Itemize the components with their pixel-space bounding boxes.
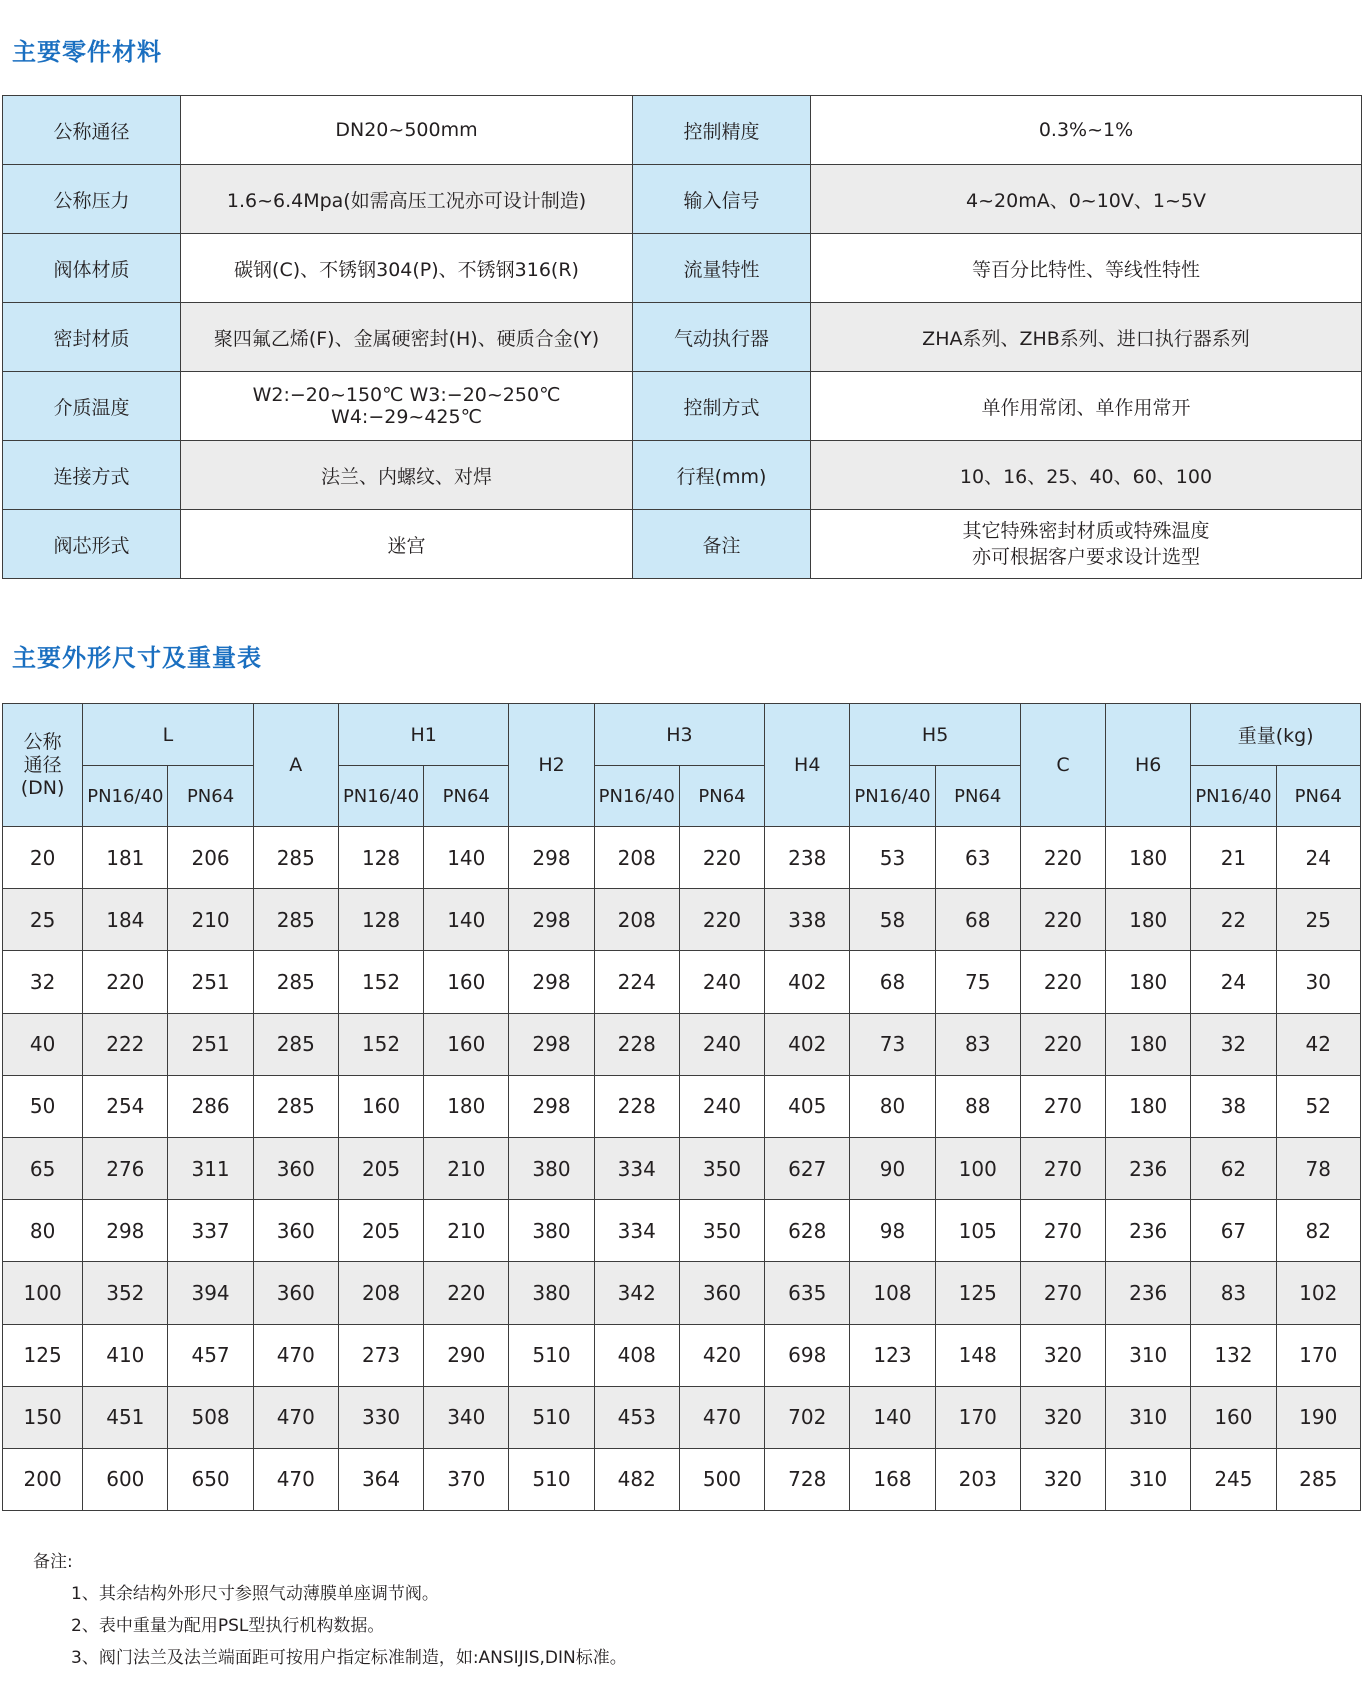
table-cell: 360 xyxy=(679,1262,764,1324)
table-cell: 270 xyxy=(1020,1137,1105,1199)
table-cell: 337 xyxy=(168,1200,253,1262)
table-cell: 32 xyxy=(1191,1013,1276,1075)
header-L: L xyxy=(83,704,253,766)
spec-row xyxy=(3,303,1362,372)
header-H1: H1 xyxy=(338,704,508,766)
table-cell: 222 xyxy=(83,1013,168,1075)
table-cell: 380 xyxy=(509,1137,594,1199)
spec-key: 控制方式 xyxy=(633,372,811,441)
table-cell: 180 xyxy=(1106,889,1191,951)
spec-value: DN20~500mm xyxy=(181,96,633,165)
table-cell: 330 xyxy=(338,1386,423,1448)
header-dn-line: 公称 xyxy=(23,730,62,753)
table-cell: 220 xyxy=(679,889,764,951)
table-cell: 453 xyxy=(594,1386,679,1448)
spec-key: 介质温度 xyxy=(3,372,181,441)
table-cell: 125 xyxy=(3,1324,83,1386)
table-cell: 21 xyxy=(1191,827,1276,889)
table-cell: 180 xyxy=(424,1075,509,1137)
table-cell: 128 xyxy=(338,827,423,889)
table-cell: 470 xyxy=(679,1386,764,1448)
table-cell: 220 xyxy=(424,1262,509,1324)
table-cell: 245 xyxy=(1191,1448,1276,1510)
table-cell: 24 xyxy=(1191,951,1276,1013)
spec-value: 1.6~6.4Mpa(如需高压工况亦可设计制造) xyxy=(181,165,633,234)
table-cell: 482 xyxy=(594,1448,679,1510)
table-cell: 350 xyxy=(679,1137,764,1199)
table-cell: 160 xyxy=(424,1013,509,1075)
table-cell: 67 xyxy=(1191,1200,1276,1262)
table-cell: 22 xyxy=(1191,889,1276,951)
table-row xyxy=(3,1137,1361,1199)
table-cell: 82 xyxy=(1276,1200,1360,1262)
notes-heading: 备注: xyxy=(33,1552,73,1572)
spec-remark-line: 亦可根据客户要求设计选型 xyxy=(971,546,1200,568)
table-cell: 100 xyxy=(935,1137,1020,1199)
table-cell: 53 xyxy=(850,827,935,889)
table-cell: 228 xyxy=(594,1075,679,1137)
table-cell: 160 xyxy=(1191,1386,1276,1448)
table-cell: 80 xyxy=(3,1200,83,1262)
table-cell: 210 xyxy=(424,1137,509,1199)
table-cell: 75 xyxy=(935,951,1020,1013)
table-row xyxy=(3,951,1361,1013)
table-cell: 270 xyxy=(1020,1075,1105,1137)
table-cell: 380 xyxy=(509,1262,594,1324)
table-cell: 180 xyxy=(1106,1075,1191,1137)
table-cell: 510 xyxy=(509,1448,594,1510)
table-cell: 320 xyxy=(1020,1448,1105,1510)
table-cell: 394 xyxy=(168,1262,253,1324)
table-cell: 38 xyxy=(1191,1075,1276,1137)
table-cell: 140 xyxy=(424,889,509,951)
table-cell: 160 xyxy=(338,1075,423,1137)
spec-value: 10、16、25、40、60、100 xyxy=(811,441,1362,510)
header-pn16-40: PN16/40 xyxy=(1191,766,1276,827)
table-cell: 380 xyxy=(509,1200,594,1262)
spec-value: 迷宫 xyxy=(181,510,633,579)
table-cell: 342 xyxy=(594,1262,679,1324)
spec-value: ZHA系列、ZHB系列、进口执行器系列 xyxy=(811,303,1362,372)
table-cell: 310 xyxy=(1106,1386,1191,1448)
table-cell: 180 xyxy=(1106,951,1191,1013)
note-item: 3、阀门法兰及法兰端面距可按用户指定标准制造，如:ANSIJIS,DIN标准。 xyxy=(71,1648,627,1668)
spec-value: 等百分比特性、等线性特性 xyxy=(811,234,1362,303)
table-cell: 270 xyxy=(1020,1262,1105,1324)
table-cell: 184 xyxy=(83,889,168,951)
table-cell: 276 xyxy=(83,1137,168,1199)
table-cell: 63 xyxy=(935,827,1020,889)
table-cell: 160 xyxy=(424,951,509,1013)
table-cell: 73 xyxy=(850,1013,935,1075)
spec-value: 聚四氟乙烯(F)、金属硬密封(H)、硬质合金(Y) xyxy=(181,303,633,372)
table-cell: 408 xyxy=(594,1324,679,1386)
header-H6: H6 xyxy=(1106,704,1191,827)
table-cell: 273 xyxy=(338,1324,423,1386)
table-cell: 270 xyxy=(1020,1200,1105,1262)
table-cell: 340 xyxy=(424,1386,509,1448)
table-cell: 180 xyxy=(1106,827,1191,889)
table-cell: 205 xyxy=(338,1137,423,1199)
spec-value: 4~20mA、0~10V、1~5V xyxy=(811,165,1362,234)
note-item: 1、其余结构外形尺寸参照气动薄膜单座调节阀。 xyxy=(71,1584,439,1604)
table-cell: 42 xyxy=(1276,1013,1360,1075)
table-cell: 352 xyxy=(83,1262,168,1324)
spec-key: 流量特性 xyxy=(633,234,811,303)
table-cell: 30 xyxy=(1276,951,1360,1013)
dimensions-weight-table xyxy=(2,703,1361,1511)
table-cell: 220 xyxy=(83,951,168,1013)
table-cell: 208 xyxy=(594,889,679,951)
table-cell: 510 xyxy=(509,1324,594,1386)
table-cell: 360 xyxy=(253,1262,338,1324)
table-cell: 240 xyxy=(679,1075,764,1137)
table-cell: 181 xyxy=(83,827,168,889)
header-dn-line: 通径 xyxy=(23,753,62,776)
spec-value: 碳钢(C)、不锈钢304(P)、不锈钢316(R) xyxy=(181,234,633,303)
table-cell: 220 xyxy=(1020,889,1105,951)
table-cell: 350 xyxy=(679,1200,764,1262)
table-cell: 290 xyxy=(424,1324,509,1386)
table-cell: 24 xyxy=(1276,827,1360,889)
spec-key: 备注 xyxy=(633,510,811,579)
table-cell: 25 xyxy=(3,889,83,951)
header-C: C xyxy=(1020,704,1105,827)
table-cell: 140 xyxy=(850,1386,935,1448)
table-cell: 500 xyxy=(679,1448,764,1510)
table-cell: 220 xyxy=(1020,1013,1105,1075)
table-cell: 320 xyxy=(1020,1324,1105,1386)
table-cell: 635 xyxy=(765,1262,850,1324)
table-cell: 698 xyxy=(765,1324,850,1386)
table-cell: 65 xyxy=(3,1137,83,1199)
table-cell: 285 xyxy=(253,1013,338,1075)
table-cell: 78 xyxy=(1276,1137,1360,1199)
table-cell: 285 xyxy=(253,1075,338,1137)
table-cell: 224 xyxy=(594,951,679,1013)
header-pn64: PN64 xyxy=(168,766,253,827)
table-cell: 420 xyxy=(679,1324,764,1386)
table-cell: 236 xyxy=(1106,1200,1191,1262)
table-cell: 58 xyxy=(850,889,935,951)
spec-row xyxy=(3,372,1362,441)
table-cell: 311 xyxy=(168,1137,253,1199)
spec-key: 输入信号 xyxy=(633,165,811,234)
table-cell: 228 xyxy=(594,1013,679,1075)
spec-key: 连接方式 xyxy=(3,441,181,510)
table-cell: 627 xyxy=(765,1137,850,1199)
table-cell: 298 xyxy=(509,951,594,1013)
table-cell: 510 xyxy=(509,1386,594,1448)
table-cell: 402 xyxy=(765,951,850,1013)
spec-key: 阀芯形式 xyxy=(3,510,181,579)
table-cell: 298 xyxy=(83,1200,168,1262)
spec-key: 公称通径 xyxy=(3,96,181,165)
table-cell: 370 xyxy=(424,1448,509,1510)
table-cell: 451 xyxy=(83,1386,168,1448)
table-cell: 170 xyxy=(1276,1324,1360,1386)
table-cell: 286 xyxy=(168,1075,253,1137)
header-pn64: PN64 xyxy=(679,766,764,827)
table-cell: 105 xyxy=(935,1200,1020,1262)
header-pn16-40: PN16/40 xyxy=(338,766,423,827)
table-cell: 140 xyxy=(424,827,509,889)
table-cell: 152 xyxy=(338,1013,423,1075)
header-A: A xyxy=(253,704,338,827)
table-cell: 650 xyxy=(168,1448,253,1510)
table-cell: 338 xyxy=(765,889,850,951)
table-cell: 220 xyxy=(679,827,764,889)
header-H5: H5 xyxy=(850,704,1020,766)
spec-value: W2:−20~150℃ W3:−20~250℃ W4:−29~425℃ xyxy=(181,372,633,441)
table-cell: 334 xyxy=(594,1137,679,1199)
spec-remark xyxy=(811,510,1362,579)
table-cell: 206 xyxy=(168,827,253,889)
table-row xyxy=(3,1386,1361,1448)
table-cell: 457 xyxy=(168,1324,253,1386)
dims-body xyxy=(3,827,1361,1511)
table-cell: 80 xyxy=(850,1075,935,1137)
table-cell: 470 xyxy=(253,1324,338,1386)
table-cell: 410 xyxy=(83,1324,168,1386)
table-cell: 364 xyxy=(338,1448,423,1510)
header-pn64: PN64 xyxy=(935,766,1020,827)
spec-row xyxy=(3,441,1362,510)
table-cell: 210 xyxy=(424,1200,509,1262)
table-cell: 170 xyxy=(935,1386,1020,1448)
header-H3: H3 xyxy=(594,704,764,766)
table-cell: 32 xyxy=(3,951,83,1013)
table-cell: 298 xyxy=(509,1013,594,1075)
table-cell: 68 xyxy=(850,951,935,1013)
table-cell: 508 xyxy=(168,1386,253,1448)
table-cell: 220 xyxy=(1020,951,1105,1013)
note-item: 2、表中重量为配用PSL型执行机构数据。 xyxy=(71,1616,385,1636)
spec-row xyxy=(3,165,1362,234)
table-cell: 88 xyxy=(935,1075,1020,1137)
table-cell: 128 xyxy=(338,889,423,951)
table-cell: 62 xyxy=(1191,1137,1276,1199)
table-cell: 100 xyxy=(3,1262,83,1324)
table-cell: 251 xyxy=(168,1013,253,1075)
spec-row xyxy=(3,234,1362,303)
table-cell: 402 xyxy=(765,1013,850,1075)
table-row xyxy=(3,1075,1361,1137)
table-cell: 50 xyxy=(3,1075,83,1137)
materials-spec-table xyxy=(2,95,1362,579)
table-cell: 25 xyxy=(1276,889,1360,951)
table-cell: 240 xyxy=(679,951,764,1013)
spec-remark-line: 其它特殊密封材质或特殊温度 xyxy=(962,520,1210,542)
table-cell: 285 xyxy=(253,951,338,1013)
table-cell: 220 xyxy=(1020,827,1105,889)
table-cell: 52 xyxy=(1276,1075,1360,1137)
table-cell: 298 xyxy=(509,1075,594,1137)
table-cell: 125 xyxy=(935,1262,1020,1324)
table-row xyxy=(3,1324,1361,1386)
table-cell: 236 xyxy=(1106,1137,1191,1199)
table-cell: 208 xyxy=(338,1262,423,1324)
table-cell: 310 xyxy=(1106,1448,1191,1510)
spec-key: 公称压力 xyxy=(3,165,181,234)
table-cell: 20 xyxy=(3,827,83,889)
table-row xyxy=(3,889,1361,951)
header-pn64: PN64 xyxy=(1276,766,1360,827)
section-title-dimensions: 主要外形尺寸及重量表 xyxy=(12,644,262,672)
table-cell: 298 xyxy=(509,889,594,951)
table-cell: 168 xyxy=(850,1448,935,1510)
table-cell: 334 xyxy=(594,1200,679,1262)
table-cell: 152 xyxy=(338,951,423,1013)
table-cell: 628 xyxy=(765,1200,850,1262)
table-cell: 98 xyxy=(850,1200,935,1262)
header-dn xyxy=(3,704,83,827)
spec-row xyxy=(3,96,1362,165)
spec-value: 单作用常闭、单作用常开 xyxy=(811,372,1362,441)
table-cell: 83 xyxy=(935,1013,1020,1075)
table-cell: 83 xyxy=(1191,1262,1276,1324)
header-dn-line: (DN) xyxy=(20,776,65,799)
table-row xyxy=(3,1200,1361,1262)
table-cell: 238 xyxy=(765,827,850,889)
table-cell: 150 xyxy=(3,1386,83,1448)
table-cell: 470 xyxy=(253,1386,338,1448)
table-cell: 702 xyxy=(765,1386,850,1448)
table-cell: 190 xyxy=(1276,1386,1360,1448)
section-title-materials: 主要零件材料 xyxy=(12,38,162,66)
table-row xyxy=(3,1448,1361,1510)
notes xyxy=(33,1546,627,1674)
dims-header-row xyxy=(3,704,1361,766)
header-pn64: PN64 xyxy=(424,766,509,827)
table-cell: 360 xyxy=(253,1200,338,1262)
table-cell: 180 xyxy=(1106,1013,1191,1075)
table-cell: 68 xyxy=(935,889,1020,951)
table-cell: 90 xyxy=(850,1137,935,1199)
table-cell: 236 xyxy=(1106,1262,1191,1324)
spec-value: 法兰、内螺纹、对焊 xyxy=(181,441,633,510)
header-H4: H4 xyxy=(765,704,850,827)
spec-key: 气动执行器 xyxy=(633,303,811,372)
table-cell: 200 xyxy=(3,1448,83,1510)
table-cell: 320 xyxy=(1020,1386,1105,1448)
table-cell: 405 xyxy=(765,1075,850,1137)
spec-row xyxy=(3,510,1362,579)
table-cell: 251 xyxy=(168,951,253,1013)
table-cell: 360 xyxy=(253,1137,338,1199)
table-cell: 254 xyxy=(83,1075,168,1137)
spec-key: 密封材质 xyxy=(3,303,181,372)
table-cell: 102 xyxy=(1276,1262,1360,1324)
header-weight: 重量(kg) xyxy=(1191,704,1361,766)
table-cell: 285 xyxy=(253,889,338,951)
table-cell: 205 xyxy=(338,1200,423,1262)
table-row xyxy=(3,827,1361,889)
table-cell: 298 xyxy=(509,827,594,889)
table-cell: 108 xyxy=(850,1262,935,1324)
table-row xyxy=(3,1013,1361,1075)
table-cell: 240 xyxy=(679,1013,764,1075)
table-cell: 148 xyxy=(935,1324,1020,1386)
table-cell: 285 xyxy=(253,827,338,889)
table-row xyxy=(3,1262,1361,1324)
header-H2: H2 xyxy=(509,704,594,827)
table-cell: 285 xyxy=(1276,1448,1360,1510)
table-cell: 40 xyxy=(3,1013,83,1075)
spec-key: 行程(mm) xyxy=(633,441,811,510)
table-cell: 210 xyxy=(168,889,253,951)
spec-key: 控制精度 xyxy=(633,96,811,165)
table-cell: 203 xyxy=(935,1448,1020,1510)
table-cell: 132 xyxy=(1191,1324,1276,1386)
header-pn16-40: PN16/40 xyxy=(850,766,935,827)
table-cell: 208 xyxy=(594,827,679,889)
table-cell: 600 xyxy=(83,1448,168,1510)
table-cell: 470 xyxy=(253,1448,338,1510)
table-cell: 123 xyxy=(850,1324,935,1386)
table-cell: 310 xyxy=(1106,1324,1191,1386)
spec-key: 阀体材质 xyxy=(3,234,181,303)
header-pn16-40: PN16/40 xyxy=(594,766,679,827)
header-pn16-40: PN16/40 xyxy=(83,766,168,827)
spec-value: 0.3%~1% xyxy=(811,96,1362,165)
table-cell: 728 xyxy=(765,1448,850,1510)
